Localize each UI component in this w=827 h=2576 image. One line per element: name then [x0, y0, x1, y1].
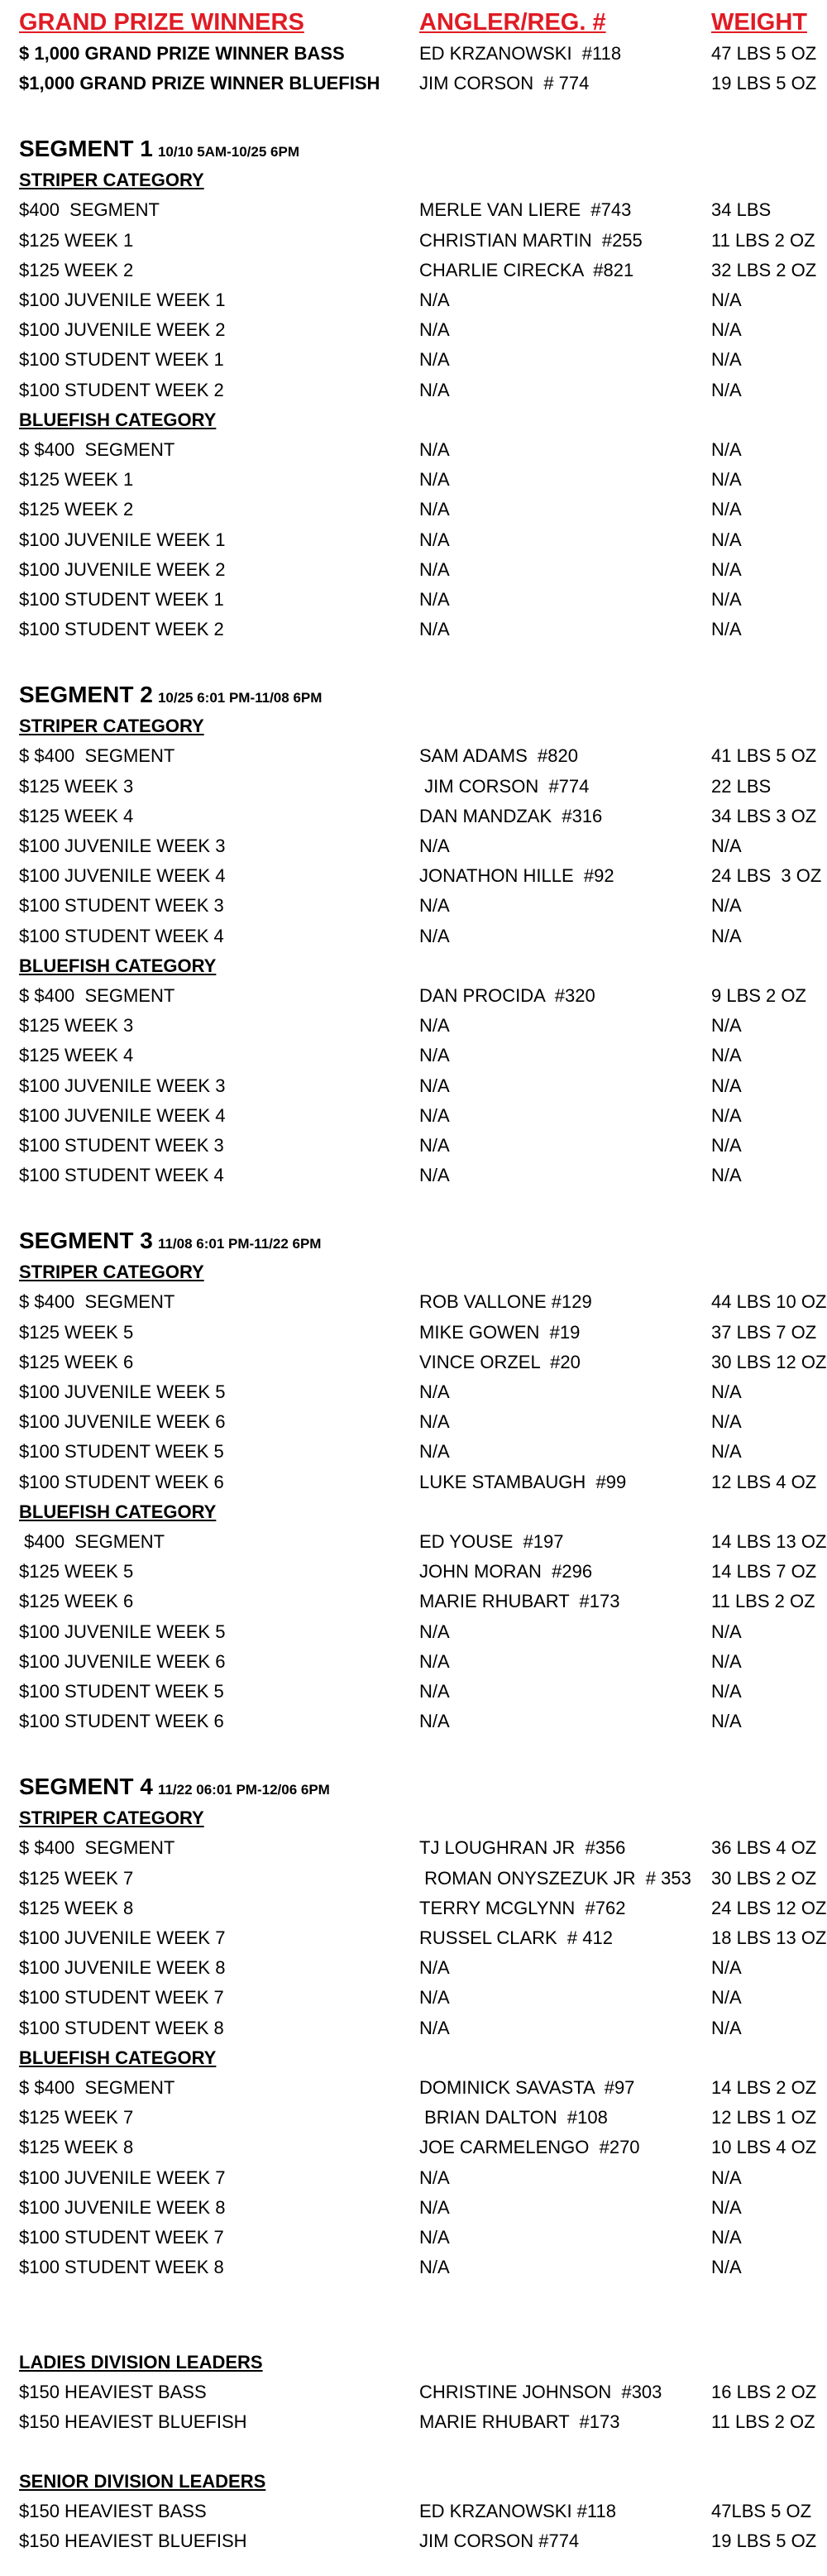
- category-heading-row: [0, 1257, 827, 1287]
- prize-row: [0, 2253, 827, 2282]
- angler-name: N/A: [419, 589, 450, 610]
- angler-name: RUSSEL CLARK # 412: [419, 1927, 613, 1948]
- prize-label: $100 STUDENT WEEK 3: [19, 1135, 224, 1156]
- angler-name: N/A: [419, 1957, 450, 1979]
- weight-value: 9 LBS 2 OZ: [711, 985, 806, 1006]
- segment-heading: [19, 1769, 330, 1808]
- prize-label: $125 WEEK 7: [19, 2107, 134, 2128]
- category-heading: STRIPER CATEGORY: [19, 716, 204, 737]
- angler-name: JOE CARMELENGO #270: [419, 2137, 640, 2158]
- prize-label: $ $400 SEGMENT: [19, 985, 175, 1006]
- angler-name: N/A: [419, 1075, 450, 1096]
- weight-value: 14 LBS 2 OZ: [711, 2077, 817, 2098]
- category-heading: BLUEFISH CATEGORY: [19, 1501, 217, 1522]
- division-leader-row: [0, 2497, 827, 2526]
- prize-row: [0, 2073, 827, 2103]
- category-heading-row: [0, 2043, 827, 2073]
- weight-value: 12 LBS 1 OZ: [711, 2107, 817, 2128]
- prize-label: $ $400 SEGMENT: [19, 745, 175, 767]
- prize-row: [0, 2193, 827, 2223]
- segment-dates: 11/22 06:01 PM-12/06 6PM: [157, 1782, 330, 1798]
- segment-dates: 10/25 6:01 PM-11/08 6PM: [157, 690, 323, 706]
- weight-value: N/A: [711, 1711, 742, 1732]
- prize-label: $100 JUVENILE WEEK 7: [19, 2167, 226, 2188]
- angler-name: TERRY MCGLYNN #762: [419, 1897, 626, 1918]
- header-weight: WEIGHT: [711, 9, 807, 36]
- prize-row: [0, 1953, 827, 1983]
- weight-value: N/A: [711, 1987, 742, 2009]
- angler-name: N/A: [419, 1104, 450, 1126]
- angler-name: N/A: [419, 2167, 450, 2188]
- prize-label: $125 WEEK 1: [19, 469, 134, 491]
- prize-label: $125 WEEK 2: [19, 499, 134, 520]
- prize-row: [0, 1348, 827, 1377]
- prize-row: [0, 1557, 827, 1587]
- prize-row: [0, 1318, 827, 1348]
- angler-name: VINCE ORZEL #20: [419, 1351, 581, 1372]
- prize-row: [0, 1527, 827, 1557]
- angler-name: N/A: [419, 1711, 450, 1732]
- prize-row: [0, 226, 827, 256]
- weight-value: 34 LBS: [711, 199, 772, 221]
- prize-label: $100 STUDENT WEEK 3: [19, 895, 224, 917]
- prize-row: [0, 2013, 827, 2043]
- segment-heading: [19, 677, 322, 716]
- weight-value: 11 LBS 2 OZ: [711, 2411, 815, 2433]
- angler-name: ED KRZANOWSKI #118: [419, 2501, 616, 2522]
- prize-label: $125 WEEK 2: [19, 259, 134, 280]
- prize-row: [0, 861, 827, 891]
- weight-value: N/A: [711, 1650, 742, 1672]
- weight-value: 30 LBS 12 OZ: [711, 1351, 827, 1372]
- weight-value: 44 LBS 10 OZ: [711, 1291, 827, 1313]
- angler-name: JONATHON HILLE #92: [419, 865, 614, 887]
- grand-prize-row: [0, 69, 827, 98]
- prize-row: [0, 741, 827, 771]
- segment-title: SEGMENT 4: [19, 1774, 153, 1799]
- weight-value: 47LBS 5 OZ: [711, 2501, 812, 2522]
- prize-row: [0, 495, 827, 524]
- prize-row: [0, 1161, 827, 1190]
- prize-label: $100 STUDENT WEEK 1: [19, 589, 224, 610]
- weight-value: N/A: [711, 1075, 742, 1096]
- angler-name: LUKE STAMBAUGH #99: [419, 1471, 627, 1492]
- prize-row: [0, 1468, 827, 1497]
- prize-row: [0, 831, 827, 861]
- weight-value: N/A: [711, 2196, 742, 2218]
- prize-row: [0, 465, 827, 495]
- prize-label: $100 JUVENILE WEEK 7: [19, 1927, 226, 1948]
- angler-name: N/A: [419, 499, 450, 520]
- angler-name: MIKE GOWEN #19: [419, 1321, 581, 1343]
- prize-row: [0, 1407, 827, 1437]
- prize-label: $125 WEEK 8: [19, 1897, 134, 1918]
- prize-label: $125 WEEK 5: [19, 1561, 134, 1582]
- angler-name: N/A: [419, 439, 450, 460]
- angler-name: MERLE VAN LIERE #743: [419, 199, 632, 221]
- division-heading: SENIOR DIVISION LEADERS: [19, 2471, 266, 2492]
- category-heading: BLUEFISH CATEGORY: [19, 2047, 217, 2068]
- angler-name: ROB VALLONE #129: [419, 1291, 592, 1313]
- prize-row: [0, 585, 827, 615]
- prize-label: $125 WEEK 3: [19, 1015, 134, 1037]
- prize-label: $100 JUVENILE WEEK 1: [19, 529, 226, 550]
- category-heading: STRIPER CATEGORY: [19, 170, 204, 191]
- weight-value: N/A: [711, 1381, 742, 1402]
- weight-value: 34 LBS 3 OZ: [711, 805, 817, 826]
- weight-value: N/A: [711, 1957, 742, 1979]
- angler-name: JIM CORSON #774: [419, 2531, 580, 2552]
- angler-name: TJ LOUGHRAN JR #356: [419, 1837, 626, 1859]
- prize-row: [0, 1071, 827, 1101]
- prize-label: $100 STUDENT WEEK 8: [19, 2257, 224, 2278]
- prize-row: [0, 2133, 827, 2162]
- angler-name: N/A: [419, 1381, 450, 1402]
- angler-name: SAM ADAMS #820: [419, 745, 578, 767]
- weight-value: N/A: [711, 319, 742, 341]
- category-heading-row: [0, 405, 827, 435]
- prize-label: $100 STUDENT WEEK 6: [19, 1711, 224, 1732]
- prize-row: [0, 1833, 827, 1863]
- weight-value: N/A: [711, 925, 742, 946]
- prize-row: [0, 922, 827, 951]
- weight-value: 24 LBS 12 OZ: [711, 1897, 827, 1918]
- senior-division-heading-row: [0, 2467, 827, 2497]
- segment-title: SEGMENT 2: [19, 682, 153, 707]
- prize-label: $100 JUVENILE WEEK 5: [19, 1381, 226, 1402]
- weight-value: 12 LBS 4 OZ: [711, 1471, 817, 1492]
- angler-name: ED YOUSE #197: [419, 1531, 564, 1552]
- prize-row: [0, 376, 827, 405]
- angler-name: N/A: [419, 529, 450, 550]
- weight-value: N/A: [711, 1681, 742, 1702]
- weight-value: N/A: [711, 499, 742, 520]
- weight-value: 19 LBS 5 OZ: [711, 73, 817, 94]
- prize-row: [0, 2103, 827, 2133]
- weight-value: N/A: [711, 529, 742, 550]
- weight-value: N/A: [711, 1411, 742, 1433]
- weight-value: N/A: [711, 2017, 742, 2038]
- prize-label: $100 JUVENILE WEEK 2: [19, 558, 226, 580]
- prize-label: $100 JUVENILE WEEK 2: [19, 319, 226, 341]
- angler-name: N/A: [419, 558, 450, 580]
- weight-value: N/A: [711, 2257, 742, 2278]
- prize-row: [0, 1377, 827, 1407]
- segment-title: SEGMENT 1: [19, 136, 153, 161]
- weight-value: 24 LBS 3 OZ: [711, 865, 822, 887]
- prize-label: $ $400 SEGMENT: [19, 1291, 175, 1313]
- weight-value: N/A: [711, 349, 742, 371]
- angler-name: JOHN MORAN #296: [419, 1561, 593, 1582]
- prize-label: $125 WEEK 3: [19, 775, 134, 797]
- weight-value: 19 LBS 5 OZ: [711, 2531, 817, 2552]
- prize-label: $150 HEAVIEST BLUEFISH: [19, 2531, 247, 2552]
- header-angler-reg: ANGLER/REG. #: [419, 9, 606, 36]
- prize-row: [0, 315, 827, 345]
- prize-label: $400 SEGMENT: [19, 199, 160, 221]
- prize-row: [0, 981, 827, 1011]
- angler-name: CHRISTINE JOHNSON #303: [419, 2382, 662, 2403]
- prize-label: $100 JUVENILE WEEK 4: [19, 865, 226, 887]
- prize-row: [0, 615, 827, 644]
- weight-value: N/A: [711, 290, 742, 310]
- grand-prize-row: [0, 39, 827, 69]
- prize-row: [0, 555, 827, 585]
- prize-label: $100 STUDENT WEEK 6: [19, 1471, 224, 1492]
- weight-value: N/A: [711, 1441, 742, 1463]
- prize-label: $150 HEAVIEST BLUEFISH: [19, 2411, 247, 2433]
- weight-value: 11 LBS 2 OZ: [711, 1591, 815, 1612]
- prize-row: [0, 2223, 827, 2253]
- angler-name: N/A: [419, 1621, 450, 1642]
- angler-name: N/A: [419, 925, 450, 946]
- prize-label: $100 JUVENILE WEEK 3: [19, 1075, 226, 1096]
- category-heading: STRIPER CATEGORY: [19, 1262, 204, 1283]
- angler-name: DOMINICK SAVASTA #97: [419, 2077, 635, 2098]
- angler-name: CHRISTIAN MARTIN #255: [419, 229, 643, 251]
- angler-name: ROMAN ONYSZEZUK JR # 353: [419, 1867, 691, 1889]
- prize-label: $ $400 SEGMENT: [19, 2077, 175, 2098]
- prize-label: $ $400 SEGMENT: [19, 439, 175, 460]
- weight-value: 16 LBS 2 OZ: [711, 2382, 817, 2403]
- prize-label: $100 JUVENILE WEEK 6: [19, 1411, 226, 1433]
- ladies-division-heading-row: [0, 2348, 827, 2377]
- prize-row: [0, 1041, 827, 1070]
- prize-row: [0, 195, 827, 225]
- division-heading: LADIES DIVISION LEADERS: [19, 2352, 263, 2373]
- prize-row: [0, 525, 827, 555]
- prize-label: $125 WEEK 6: [19, 1591, 134, 1612]
- angler-name: CHARLIE CIRECKA #821: [419, 259, 634, 280]
- angler-name: BRIAN DALTON #108: [419, 2107, 608, 2128]
- segment-dates: 10/10 5AM-10/25 6PM: [157, 144, 299, 160]
- prize-row: [0, 1011, 827, 1041]
- angler-name: N/A: [419, 379, 450, 400]
- angler-name: MARIE RHUBART #173: [419, 2411, 620, 2433]
- segment-heading: [19, 131, 299, 170]
- angler-name: N/A: [419, 1681, 450, 1702]
- category-heading: BLUEFISH CATEGORY: [19, 409, 217, 430]
- angler-name: N/A: [419, 1441, 450, 1463]
- prize-row: [0, 1131, 827, 1161]
- weight-value: N/A: [711, 558, 742, 580]
- angler-name: N/A: [419, 1650, 450, 1672]
- prize-label: $ $400 SEGMENT: [19, 1837, 175, 1859]
- weight-value: N/A: [711, 1135, 742, 1156]
- category-heading: BLUEFISH CATEGORY: [19, 955, 217, 976]
- angler-name: N/A: [419, 2227, 450, 2248]
- angler-name: N/A: [419, 1411, 450, 1433]
- division-leader-row: [0, 2526, 827, 2556]
- segment-title-row: [0, 131, 827, 167]
- prize-row: [0, 2163, 827, 2193]
- weight-value: N/A: [711, 589, 742, 610]
- prize-row: [0, 1647, 827, 1677]
- prize-row: [0, 1864, 827, 1894]
- prize-label: $150 HEAVIEST BASS: [19, 2382, 207, 2403]
- segment-title: SEGMENT 3: [19, 1228, 153, 1253]
- angler-name: N/A: [419, 1045, 450, 1066]
- prize-label: $1,000 GRAND PRIZE WINNER BLUEFISH: [19, 73, 380, 94]
- segment-title-row: [0, 677, 827, 713]
- division-leader-row: [0, 2377, 827, 2407]
- weight-value: 10 LBS 4 OZ: [711, 2137, 817, 2158]
- prize-row: [0, 435, 827, 465]
- prize-row: [0, 1707, 827, 1736]
- prize-label: $ 1,000 GRAND PRIZE WINNER BASS: [19, 43, 345, 64]
- prize-label: $400 SEGMENT: [19, 1531, 165, 1552]
- prize-label: $100 JUVENILE WEEK 8: [19, 2196, 226, 2218]
- angler-name: JIM CORSON # 774: [419, 73, 590, 94]
- weight-value: N/A: [711, 2227, 742, 2248]
- angler-name: JIM CORSON #774: [419, 775, 590, 797]
- column-header-row: [0, 6, 827, 39]
- prize-label: $100 JUVENILE WEEK 6: [19, 1650, 226, 1672]
- prize-row: [0, 1101, 827, 1131]
- weight-value: N/A: [711, 1104, 742, 1126]
- weight-value: 36 LBS 4 OZ: [711, 1837, 817, 1859]
- prize-label: $125 WEEK 4: [19, 805, 134, 826]
- prize-label: $125 WEEK 6: [19, 1351, 134, 1372]
- angler-name: N/A: [419, 1135, 450, 1156]
- prize-row: [0, 256, 827, 285]
- angler-name: N/A: [419, 1015, 450, 1037]
- prize-label: $125 WEEK 7: [19, 1867, 134, 1889]
- prize-label: $100 STUDENT WEEK 4: [19, 1165, 224, 1186]
- angler-name: N/A: [419, 2257, 450, 2278]
- prize-row: [0, 1587, 827, 1616]
- prize-label: $100 STUDENT WEEK 7: [19, 1987, 224, 2009]
- weight-value: N/A: [711, 895, 742, 917]
- prize-label: $100 STUDENT WEEK 5: [19, 1441, 224, 1463]
- prize-row: [0, 1437, 827, 1467]
- prize-label: $100 JUVENILE WEEK 1: [19, 290, 226, 310]
- prize-label: $100 STUDENT WEEK 2: [19, 619, 224, 640]
- weight-value: 11 LBS 2 OZ: [711, 229, 815, 251]
- weight-value: N/A: [711, 379, 742, 400]
- prize-row: [0, 1983, 827, 2013]
- angler-name: N/A: [419, 836, 450, 856]
- prize-row: [0, 1677, 827, 1707]
- prize-label: $100 STUDENT WEEK 8: [19, 2017, 224, 2038]
- angler-name: N/A: [419, 290, 450, 310]
- prize-row: [0, 1617, 827, 1647]
- angler-name: N/A: [419, 619, 450, 640]
- prize-label: $100 STUDENT WEEK 5: [19, 1681, 224, 1702]
- segment-heading: [19, 1223, 321, 1262]
- weight-value: 30 LBS 2 OZ: [711, 1867, 817, 1889]
- weight-value: N/A: [711, 1045, 742, 1066]
- angler-name: N/A: [419, 349, 450, 371]
- weight-value: N/A: [711, 836, 742, 856]
- category-heading-row: [0, 1803, 827, 1833]
- prize-row: [0, 891, 827, 921]
- angler-name: N/A: [419, 2196, 450, 2218]
- weight-value: N/A: [711, 2167, 742, 2188]
- weight-value: 18 LBS 13 OZ: [711, 1927, 827, 1948]
- prize-label: $100 STUDENT WEEK 2: [19, 379, 224, 400]
- prize-row: [0, 772, 827, 802]
- angler-name: ED KRZANOWSKI #118: [419, 43, 622, 64]
- prize-label: $125 WEEK 5: [19, 1321, 134, 1343]
- angler-name: N/A: [419, 1165, 450, 1186]
- prize-row: [0, 345, 827, 375]
- segment-title-row: [0, 1769, 827, 1805]
- division-leader-row: [0, 2407, 827, 2437]
- angler-name: N/A: [419, 2017, 450, 2038]
- angler-name: N/A: [419, 895, 450, 917]
- prize-label: $125 WEEK 1: [19, 229, 134, 251]
- weight-value: N/A: [711, 1621, 742, 1642]
- weight-value: 32 LBS 2 OZ: [711, 259, 817, 280]
- prize-label: $100 JUVENILE WEEK 4: [19, 1104, 226, 1126]
- angler-name: N/A: [419, 1987, 450, 2009]
- angler-name: MARIE RHUBART #173: [419, 1591, 620, 1612]
- prize-row: [0, 802, 827, 831]
- prize-row: [0, 1894, 827, 1923]
- prize-label: $100 STUDENT WEEK 7: [19, 2227, 224, 2248]
- prize-row: [0, 1287, 827, 1317]
- prize-row: [0, 285, 827, 315]
- weight-value: N/A: [711, 1165, 742, 1186]
- prize-label: $150 HEAVIEST BASS: [19, 2501, 207, 2522]
- prize-label: $125 WEEK 8: [19, 2137, 134, 2158]
- prize-label: $100 STUDENT WEEK 1: [19, 349, 224, 371]
- weight-value: 37 LBS 7 OZ: [711, 1321, 817, 1343]
- prize-label: $100 STUDENT WEEK 4: [19, 925, 224, 946]
- category-heading-row: [0, 1497, 827, 1527]
- angler-name: N/A: [419, 319, 450, 341]
- weight-value: N/A: [711, 469, 742, 491]
- prize-label: $100 JUVENILE WEEK 3: [19, 836, 226, 856]
- angler-name: DAN PROCIDA #320: [419, 985, 595, 1006]
- category-heading-row: [0, 951, 827, 981]
- weight-value: 47 LBS 5 OZ: [711, 43, 817, 64]
- category-heading-row: [0, 711, 827, 741]
- weight-value: 22 LBS: [711, 775, 772, 797]
- category-heading-row: [0, 165, 827, 195]
- segment-dates: 11/08 6:01 PM-11/22 6PM: [157, 1236, 322, 1252]
- category-heading: STRIPER CATEGORY: [19, 1808, 204, 1829]
- weight-value: 14 LBS 7 OZ: [711, 1561, 817, 1582]
- prize-label: $100 JUVENILE WEEK 5: [19, 1621, 226, 1642]
- angler-name: DAN MANDZAK #316: [419, 805, 603, 826]
- prize-label: $100 JUVENILE WEEK 8: [19, 1957, 226, 1979]
- prize-row: [0, 1923, 827, 1953]
- header-grand-prize-winners: GRAND PRIZE WINNERS: [19, 9, 304, 36]
- weight-value: N/A: [711, 619, 742, 640]
- segment-title-row: [0, 1223, 827, 1259]
- weight-value: N/A: [711, 439, 742, 460]
- angler-name: N/A: [419, 469, 450, 491]
- prize-label: $125 WEEK 4: [19, 1045, 134, 1066]
- weight-value: 41 LBS 5 OZ: [711, 745, 817, 767]
- weight-value: 14 LBS 13 OZ: [711, 1531, 827, 1552]
- weight-value: N/A: [711, 1015, 742, 1037]
